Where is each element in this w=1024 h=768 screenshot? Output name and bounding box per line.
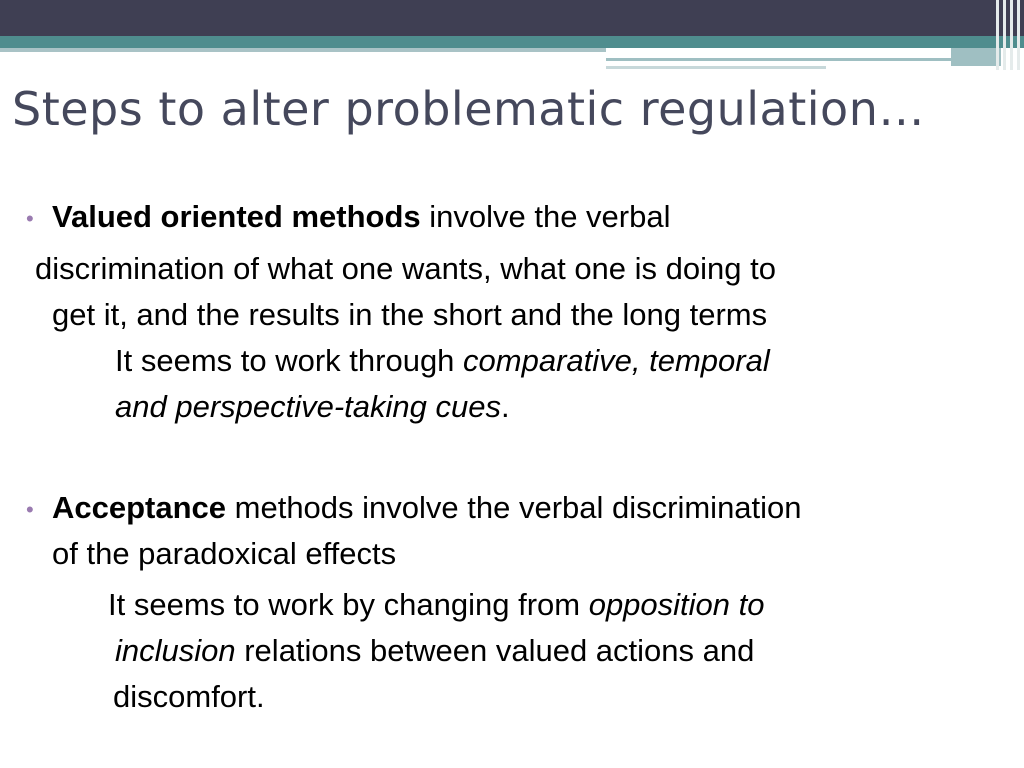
item2-sub-line3: discomfort. [113,679,265,714]
item2-line1 [52,485,802,531]
item2-sub-line2 [115,628,754,674]
header-band-teal [0,36,1024,48]
header-stripes [994,0,1024,70]
item2-sub-line1 [108,582,765,628]
bullet-icon: • [26,206,34,231]
item1-sub-line2 [115,384,510,430]
item1-sub-line1 [115,338,770,384]
item1-sub-italic: and perspective-taking cues [115,389,502,424]
slide-title: Steps to alter problematic regulation… [12,82,925,136]
item2-sub-text: It seems to work by changing from [108,587,589,622]
item1-bold: Valued oriented methods [52,199,421,234]
item1-line1 [52,194,671,240]
item2-bold: Acceptance [52,490,227,525]
item1-text: involve the verbal [420,199,671,234]
item2-sub-text: relations between valued actions and [235,633,755,668]
header-accent-line [606,66,826,69]
item2-sub-italic: inclusion [115,633,236,668]
item1-line2: discrimination of what one wants, what one is doing to [35,251,776,286]
item1-sub-text: . [501,389,510,424]
header-band-dark [0,0,1024,36]
item1-sub-text: It seems to work through [115,343,464,378]
item1-line3: get it, and the results in the short and the long terms [52,297,768,332]
header-band-light [0,48,606,52]
item2-line2: of the paradoxical effects [52,536,397,571]
item1-sub-italic: comparative, temporal [463,343,770,378]
item2-sub-italic: opposition to [588,587,765,622]
item2-text: methods involve the verbal discrimination [226,490,802,525]
header-accent-line [606,58,951,61]
bullet-icon: • [26,497,34,522]
